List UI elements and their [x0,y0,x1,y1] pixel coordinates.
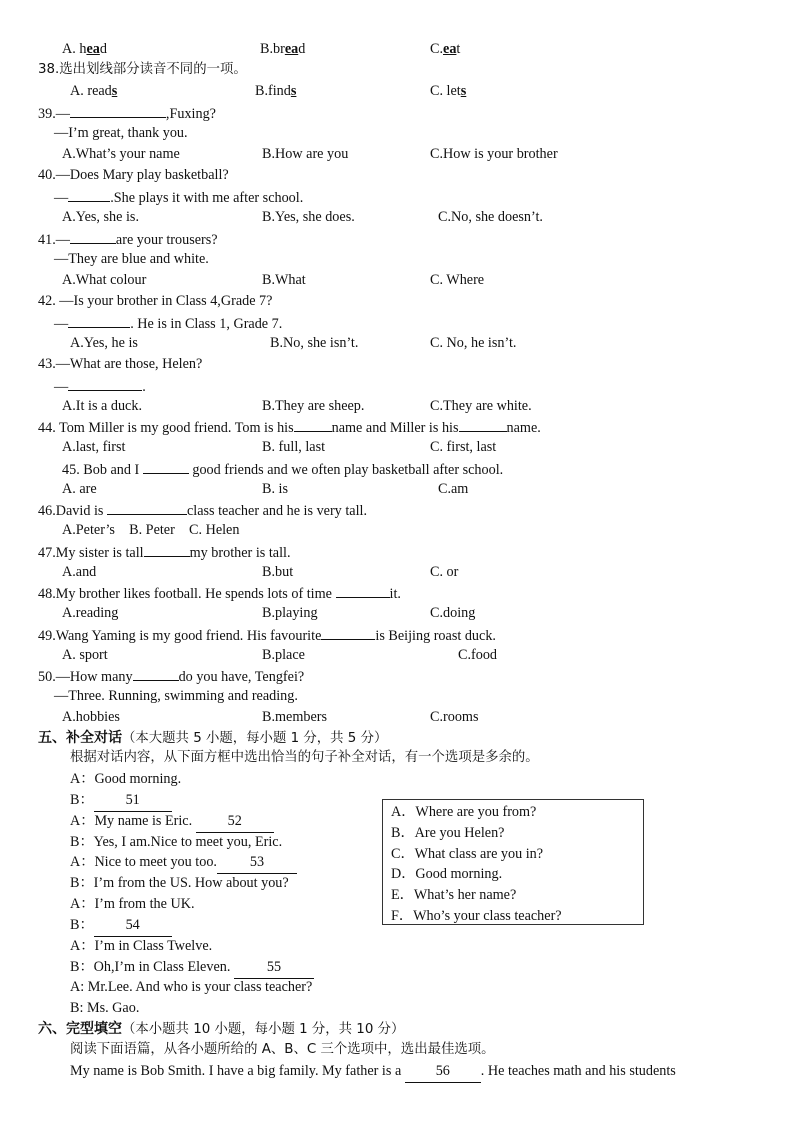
q38-stem: 38.选出划线部分读音不同的一项。 [38,62,247,77]
blank-51[interactable]: 51 [94,790,172,812]
section6-heading: 六、完型填空（本小题共 10 小题，每小题 1 分，共 10 分） [38,1021,405,1037]
q39-option-b: B.How are you [262,146,349,162]
option-a: A．Where are you from? [391,804,537,820]
q49-option-c: C.food [458,647,498,663]
q46-stem: 46.David is class teacher and he is very tall. [38,499,367,520]
q44-option-a: A.last, first [62,439,126,455]
q50-blank[interactable] [133,665,179,681]
section6-passage: My name is Bob Smith. I have a big family. My father is a 56 . He teaches math and his students [70,1061,676,1082]
q40-reply: — .She plays it with me after school. [54,186,303,207]
q44-option-c: C. first, last [430,439,497,455]
q45-option-b: B. is [262,481,289,497]
q50-reply: —Three. Running, swimming and reading. [54,688,298,704]
blank-52[interactable]: 52 [196,811,274,833]
blank-53[interactable]: 53 [217,852,297,874]
q45-option-a: A. are [62,481,97,497]
q47-option-b: B.but [262,564,294,580]
q49-option-a: A. sport [62,647,108,663]
dialog-line: A：I’m from the UK. [70,896,195,912]
q39-option-c: C.How is your brother [430,146,558,162]
option-f: F．Who’s your class teacher? [391,907,562,924]
q43-reply: — . [54,375,146,396]
dialog-line: A：Nice to meet you too. 53 [70,852,297,873]
q39-option-a: A.What’s your name [62,146,180,162]
q41-blank[interactable] [70,228,116,244]
q38-option-a: A. reads [70,83,118,99]
q43-stem: 43.—What are those, Helen? [38,356,203,372]
q43-option-a: A.It is a duck. [62,398,142,414]
q47-blank[interactable] [144,541,190,557]
q43-blank[interactable] [68,375,142,391]
q42-stem: 42. —Is your brother in Class 4,Grade 7? [38,293,273,309]
q42-blank[interactable] [68,312,130,328]
q42-option-a: A.Yes, he is [70,335,138,351]
q50-option-b: B.members [262,709,328,725]
blank-56[interactable]: 56 [405,1061,481,1083]
q46-blank[interactable] [107,499,187,515]
dialog-line: B：I’m from the US. How about you? [70,875,289,891]
dialog-line: B: Ms. Gao. [70,1000,140,1016]
q39-stem: 39.— ,Fuxing? [38,102,216,123]
q41-option-c: C. Where [430,272,485,288]
q46-options: A.Peter’s B. Peter C. Helen [62,522,240,538]
q41-reply: —They are blue and white. [54,251,209,267]
q45-option-c: C.am [438,481,469,497]
dialog-line: B： 51 [70,790,172,811]
dialog-line: B：Oh,I’m in Class Eleven. 55 [70,957,314,978]
q40-stem: 40.—Does Mary play basketball? [38,167,229,183]
q40-blank[interactable] [68,186,110,202]
q50-option-c: C.rooms [430,709,479,725]
q37-option-b: B.bread [260,41,306,57]
q50-option-a: A.hobbies [62,709,120,725]
q44-blank-1[interactable] [294,416,332,432]
q49-option-b: B.place [262,647,305,663]
q44-blank-2[interactable] [459,416,507,432]
dialog-line: B： 54 [70,915,172,936]
q48-option-c: C.doing [430,605,476,621]
q49-stem: 49.Wang Yaming is my good friend. His favourite is Beijing roast duck. [38,624,496,645]
q48-option-a: A.reading [62,605,119,621]
q42-option-c: C. No, he isn’t. [430,335,517,351]
blank-54[interactable]: 54 [94,915,172,937]
q42-option-b: B.No, she isn’t. [270,335,359,351]
q42-reply: — . He is in Class 1, Grade 7. [54,312,282,333]
section5-heading: 五、补全对话（本大题共 5 小题，每小题 1 分，共 5 分） [38,730,388,746]
q40-option-b: B.Yes, she does. [262,209,355,225]
q37-option-a: A. head [62,41,107,57]
q47-option-a: A.and [62,564,97,580]
q43-option-b: B.They are sheep. [262,398,365,414]
q43-option-c: C.They are white. [430,398,532,414]
q45-blank[interactable] [143,458,189,474]
dialog-line: A：I’m in Class Twelve. [70,938,213,954]
options-box [382,799,644,925]
blank-55[interactable]: 55 [234,957,314,979]
dialog-line: A：My name is Eric. 52 [70,811,274,832]
q38-option-b: B.finds [255,83,297,99]
dialog-line: B：Yes, I am.Nice to meet you, Eric. [70,834,283,850]
dialog-line: A：Good morning. [70,771,182,787]
q44-stem: 44. Tom Miller is my good friend. Tom is his name and Miller is his name. [38,416,541,437]
option-b: B．Are you Helen? [391,824,505,841]
q47-option-c: C. or [430,564,459,580]
q39-reply: —I’m great, thank you. [54,125,188,141]
dialog-line: A: Mr.Lee. And who is your class teacher? [70,979,313,995]
q41-option-a: A.What colour [62,272,147,288]
q44-option-b: B. full, last [262,439,326,455]
option-c: C．What class are you in? [391,845,544,862]
q41-stem: 41.— are your trousers? [38,228,218,249]
q41-option-b: B.What [262,272,306,288]
q50-stem: 50.—How many do you have, Tengfei? [38,665,304,686]
option-e: E．What’s her name? [391,887,517,904]
q47-stem: 47.My sister is tall my brother is tall. [38,541,291,562]
q38-option-c: C. lets [430,83,467,99]
q39-blank[interactable] [70,102,166,118]
section6-instruction: 阅读下面语篇，从各小题所给的 A、B、C 三个选项中，选出最佳选项。 [70,1042,495,1057]
q48-option-b: B.playing [262,605,318,621]
q45-stem: 45. Bob and I good friends and we often play basketball after school. [62,458,503,479]
q49-blank[interactable] [321,624,375,640]
section5-instruction: 根据对话内容，从下面方框中选出恰当的句子补全对话，有一个选项是多余的。 [70,750,539,765]
q40-option-c: C.No, she doesn’t. [438,209,543,225]
q37-option-c: C.eat [430,41,461,57]
q48-stem: 48.My brother likes football. He spends lots of time it. [38,582,401,603]
q40-option-a: A.Yes, she is. [62,209,139,225]
q48-blank[interactable] [336,582,390,598]
option-d: D．Good morning. [391,866,503,883]
